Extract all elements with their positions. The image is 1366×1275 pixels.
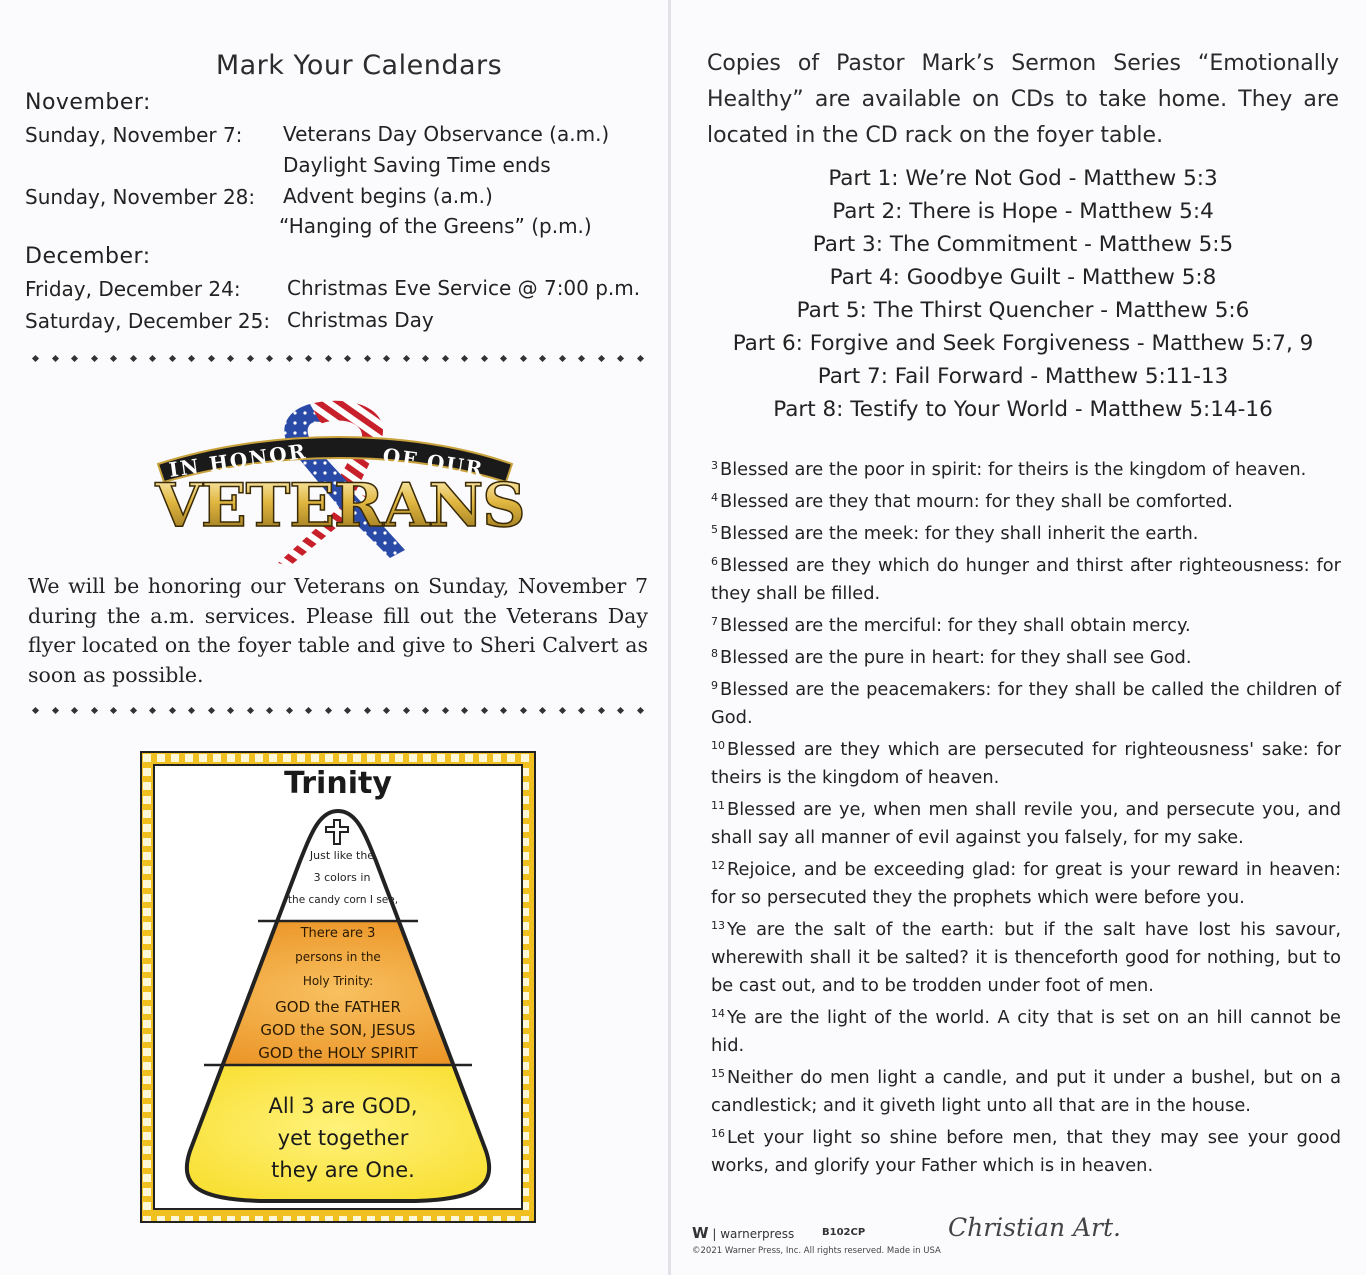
- verse-text: Blessed are they which are persecuted for righteousness' sake: for theirs is the kingdom of heaven.: [711, 739, 1341, 788]
- publisher-name: warnerpress: [720, 1227, 795, 1241]
- verse-text: Ye are the light of the world. A city that is set on an hill cannot be hid.: [711, 1007, 1341, 1056]
- middle-line: GOD the FATHER: [275, 998, 401, 1016]
- verse-number: 13: [711, 919, 725, 932]
- verse-text: Ye are the salt of the earth: but if the salt have lost his savour, wherewith shall it be salted? it is thenceforth good for nothing, but to be cast out, and to be trodden under foot of men.: [711, 919, 1341, 996]
- trinity-illustration: [140, 751, 536, 1223]
- verse: [711, 672, 1341, 732]
- sermon-part: Part 5: The Thirst Quencher - Matthew 5:6: [796, 298, 1250, 323]
- verse: [711, 792, 1341, 852]
- event-date: Sunday, November 28:: [25, 185, 256, 209]
- base-line: All 3 are GOD,: [268, 1094, 418, 1118]
- verse-number: 9: [711, 679, 718, 692]
- ribbon-flag-icon: [150, 398, 530, 568]
- sermon-part: Part 2: There is Hope - Matthew 5:4: [832, 199, 1214, 224]
- event-text: Christmas Eve Service @ 7:00 p.m.: [287, 276, 641, 300]
- verse: [711, 912, 1341, 1000]
- diamond-divider: [33, 356, 643, 361]
- calendar-title: Mark Your Calendars: [215, 50, 503, 81]
- sermon-part: Part 7: Fail Forward - Matthew 5:11-13: [817, 364, 1229, 389]
- verse-number: 8: [711, 647, 718, 660]
- december-heading: December:: [25, 244, 151, 269]
- verse-number: 15: [711, 1067, 725, 1080]
- verse: [711, 548, 1341, 608]
- event-date: Sunday, November 7:: [25, 123, 243, 147]
- verse: [711, 452, 1341, 484]
- verse-text: Blessed are ye, when men shall revile you, and persecute you, and shall say all manner of evil against you falsely, for my sake.: [711, 799, 1341, 848]
- sermon-parts-list: [707, 162, 1339, 426]
- middle-line: persons in the: [295, 950, 381, 964]
- verse: [711, 608, 1341, 640]
- verse-text: Blessed are the meek: for they shall inherit the earth.: [720, 523, 1199, 544]
- event-date: Friday, December 24:: [25, 277, 241, 301]
- verse-text: Rejoice, and be exceeding glad: for great is your reward in heaven: for so persecuted they the prophets which were before you.: [711, 859, 1341, 908]
- banner-top-left: IN HONOR: [167, 438, 309, 482]
- event-text: Christmas Day: [287, 308, 434, 332]
- verse-number: 4: [711, 491, 718, 504]
- middle-line: GOD the HOLY SPIRIT: [258, 1044, 418, 1062]
- event-text: Veterans Day Observance (a.m.): [283, 122, 610, 146]
- event-text: Advent begins (a.m.): [283, 184, 493, 208]
- w-logo-icon: W: [692, 1224, 709, 1242]
- verse-text: Neither do men light a candle, and put it under a bushel, but on a candlestick; and it giveth light unto all that are in the house.: [711, 1067, 1341, 1116]
- event-text: Daylight Saving Time ends: [283, 153, 551, 177]
- verse: [711, 852, 1341, 912]
- verse-number: 5: [711, 523, 718, 536]
- event-text: “Hanging of the Greens” (p.m.): [279, 214, 592, 238]
- verse: [711, 484, 1341, 516]
- verse: [711, 732, 1341, 792]
- base-line: yet together: [277, 1126, 409, 1150]
- publisher-logo: W | warnerpress: [692, 1224, 795, 1242]
- tip-line: 3 colors in: [313, 871, 371, 884]
- november-heading: November:: [25, 90, 151, 115]
- verse-text: Blessed are the peacemakers: for they shall be called the children of God.: [711, 679, 1341, 728]
- verse-text: Let your light so shine before men, that they may see your good works, and glorify your Father which is in heaven.: [711, 1127, 1341, 1176]
- copyright-notice: ©2021 Warner Press, Inc. All rights reserved. Made in USA: [692, 1246, 941, 1256]
- verse-number: 16: [711, 1127, 725, 1140]
- verse: [711, 1000, 1341, 1060]
- verse-number: 10: [711, 739, 725, 752]
- middle-line: There are 3: [300, 926, 376, 941]
- christian-art-logo: Christian Art.: [948, 1213, 1121, 1242]
- sermon-part: Part 3: The Commitment - Matthew 5:5: [812, 232, 1234, 257]
- product-code: B102CP: [822, 1227, 866, 1238]
- sermon-intro: Copies of Pastor Mark’s Sermon Series “Emotionally Healthy” are available on CDs to take home. They are located in the CD rack on the foyer table.: [707, 51, 1339, 148]
- banner-main: VETERANS: [155, 471, 525, 541]
- scripture-verses: [711, 452, 1341, 1180]
- verse-number: 14: [711, 1007, 725, 1020]
- verse-text: Blessed are the merciful: for they shall obtain mercy.: [720, 615, 1191, 636]
- sermon-part: Part 1: We’re Not God - Matthew 5:3: [828, 166, 1218, 191]
- verse-number: 3: [711, 459, 718, 472]
- tip-line: Just like the: [309, 849, 375, 862]
- verse: [711, 1060, 1341, 1120]
- verse: [711, 516, 1341, 548]
- verse: [711, 640, 1341, 672]
- verse-text: Blessed are they which do hunger and thirst after righteousness: for they shall be filled.: [711, 555, 1341, 604]
- veterans-banner: [150, 398, 530, 558]
- middle-line: GOD the SON, JESUS: [260, 1021, 416, 1039]
- verse-text: Blessed are the pure in heart: for they shall see God.: [720, 647, 1192, 668]
- trinity-title: Trinity: [284, 766, 392, 801]
- diamond-divider: [33, 708, 643, 713]
- verse-number: 11: [711, 799, 725, 812]
- sermon-part: Part 4: Goodbye Guilt - Matthew 5:8: [829, 265, 1217, 290]
- verse-text: Blessed are the poor in spirit: for theirs is the kingdom of heaven.: [720, 459, 1307, 480]
- middle-line: Holy Trinity:: [302, 974, 374, 988]
- base-line: they are One.: [271, 1158, 415, 1182]
- sermon-part: Part 6: Forgive and Seek Forgiveness - Matthew 5:7, 9: [732, 331, 1314, 356]
- banner-top-right: OF OUR: [381, 443, 486, 482]
- event-date: Saturday, December 25:: [25, 309, 271, 333]
- verse-number: 6: [711, 555, 718, 568]
- verse-text: Blessed are they that mourn: for they shall be comforted.: [720, 491, 1233, 512]
- tip-line: the candy corn I see,: [287, 894, 399, 906]
- veterans-paragraph: We will be honoring our Veterans on Sunday, November 7 during the a.m. services. Please fill out the Veterans Day flyer located on the foyer table and give to Sheri Calvert as soon as possible.: [28, 574, 648, 687]
- verse: [711, 1120, 1341, 1180]
- sermon-part: Part 8: Testify to Your World - Matthew 5:14-16: [773, 397, 1273, 422]
- verse-number: 12: [711, 859, 725, 872]
- verse-number: 7: [711, 615, 718, 628]
